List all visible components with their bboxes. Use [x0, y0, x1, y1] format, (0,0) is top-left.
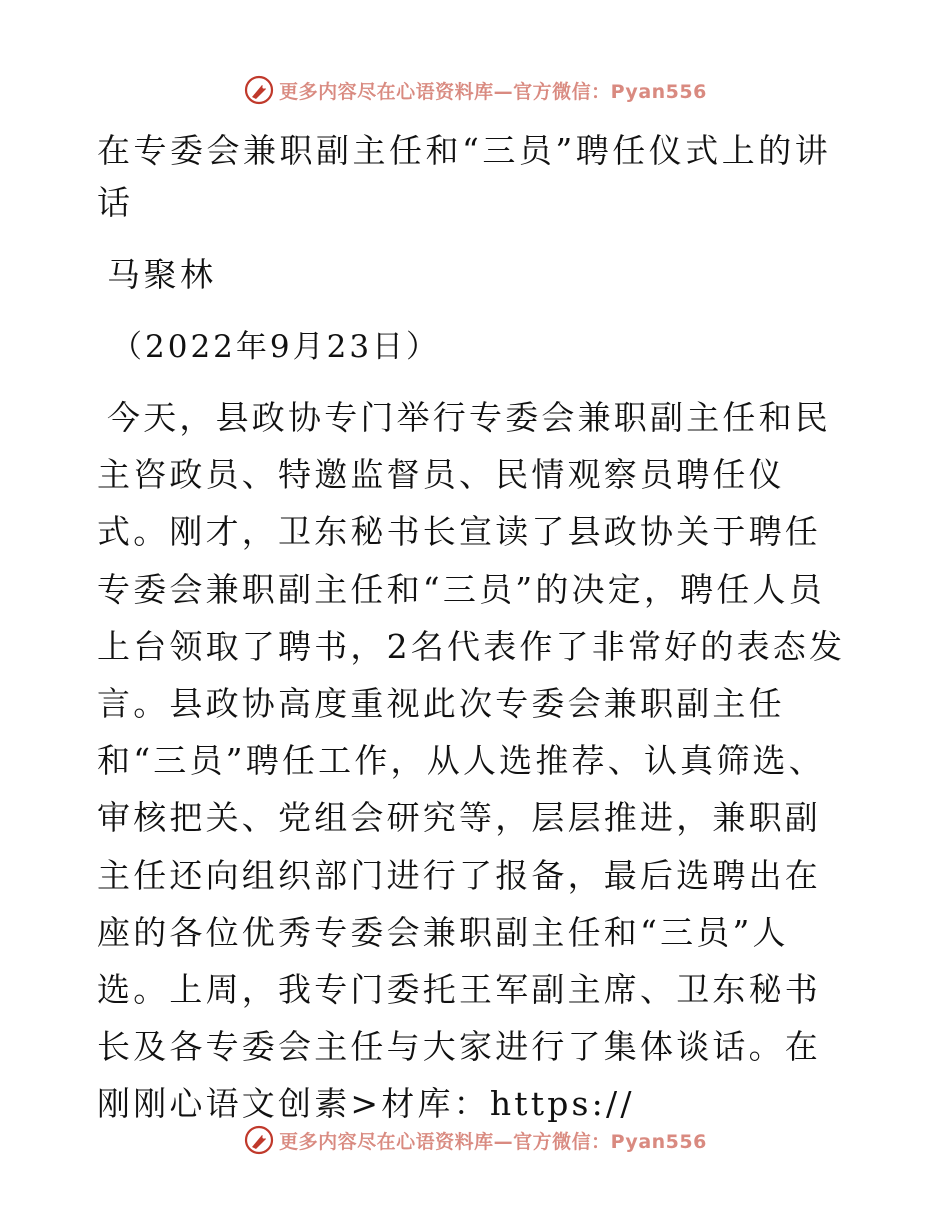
- pen-nib-logo-icon: [243, 1124, 275, 1156]
- watermark-text: 更多内容尽在心语资料库—官方微信：Pyan556: [279, 1130, 707, 1153]
- document-title: 在专委会兼职副主任和“三员”聘任仪式上的讲话: [97, 131, 832, 222]
- body-paragraph: 今天，县政协专门举行专委会兼职副主任和民主咨政员、特邀监督员、民情观察员聘任仪式。刚才，卫东秘书长宣读了县政协关于聘任专委会兼职副主任和“三员”的决定，聘任人员上台领取了聘书，2名代表作了非常好的表态发言。县政协高度重视此次专委会兼职副主任和“三员”聘任工作，从人选推荐、认真筛选、审核把关、党组会研究等，层层推进，兼职副主任还向组织部门进行了报备，最后选聘出在座的各位优秀专委会兼职副主任和“三员”人选。上周，我专门委托王军副主席、卫东秘书长及各专委会主任与大家进行了集体谈话。在刚刚心语文创素>材库：https://: [97, 398, 846, 1124]
- watermark-footer: [0, 1120, 950, 1160]
- document-date: （2022年9月23日）: [111, 329, 441, 365]
- watermark-header: [0, 70, 950, 110]
- document-body: [97, 125, 857, 1133]
- pen-nib-logo-icon: [243, 74, 275, 106]
- watermark-text: 更多内容尽在心语资料库—官方微信：Pyan556: [279, 80, 707, 103]
- document-author: 马聚林: [107, 255, 217, 294]
